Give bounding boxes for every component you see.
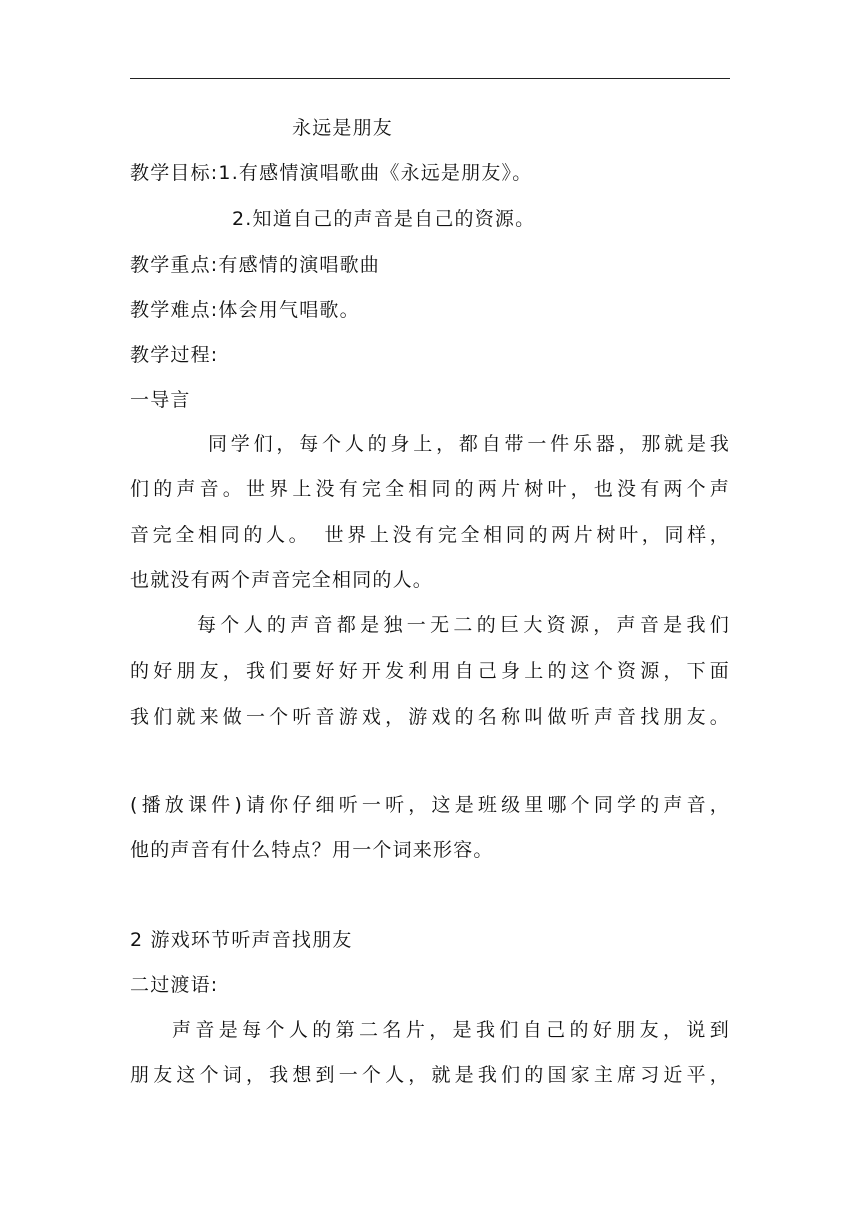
paragraph-resource-line: 我们就来做一个听音游戏，游戏的名称叫做听声音找朋友。 bbox=[130, 706, 730, 728]
section-heading-transition: 二过渡语: bbox=[130, 974, 219, 996]
paragraph-transition-line: 朋友这个词，我想到一个人，就是我们的国家主席习近平， bbox=[130, 1064, 730, 1086]
paragraph-intro-line: 音完全相同的人。 世界上没有完全相同的两片树叶，同样， bbox=[130, 524, 730, 546]
paragraph-transition-line: 声音是每个人的第二名片，是我们自己的好朋友，说到 bbox=[172, 1019, 730, 1041]
document-title: 永远是朋友 bbox=[292, 117, 394, 139]
objective-line-1: 教学目标:1.有感情演唱歌曲《永远是朋友》。 bbox=[130, 162, 533, 184]
game-heading: 2 游戏环节听声音找朋友 bbox=[130, 929, 353, 951]
paragraph-intro-line: 也就没有两个声音完全相同的人。 bbox=[130, 569, 434, 591]
paragraph-resource-line: 每个人的声音都是独一无二的巨大资源，声音是我们 bbox=[197, 614, 730, 636]
paragraph-resource-line: 的好朋友，我们要好好开发利用自己身上的这个资源，下面 bbox=[130, 660, 730, 682]
paragraph-courseware-line: (播放课件)请你仔细听一听，这是班级里哪个同学的声音， bbox=[130, 794, 730, 816]
header-rule bbox=[130, 78, 730, 79]
objective-line-2: 2.知道自己的声音是自己的资源。 bbox=[232, 208, 536, 230]
paragraph-intro-line: 同学们，每个人的身上，都自带一件乐器，那就是我 bbox=[208, 433, 730, 455]
process-label: 教学过程: bbox=[130, 344, 219, 366]
difficulty: 教学难点:体会用气唱歌。 bbox=[130, 299, 360, 321]
key-point: 教学重点:有感情的演唱歌曲 bbox=[130, 254, 381, 276]
paragraph-intro-line: 们的声音。世界上没有完全相同的两片树叶，也没有两个声 bbox=[130, 478, 730, 500]
section-heading-intro: 一导言 bbox=[130, 389, 191, 411]
paragraph-courseware-line: 他的声音有什么特点？用一个词来形容。 bbox=[130, 839, 494, 861]
